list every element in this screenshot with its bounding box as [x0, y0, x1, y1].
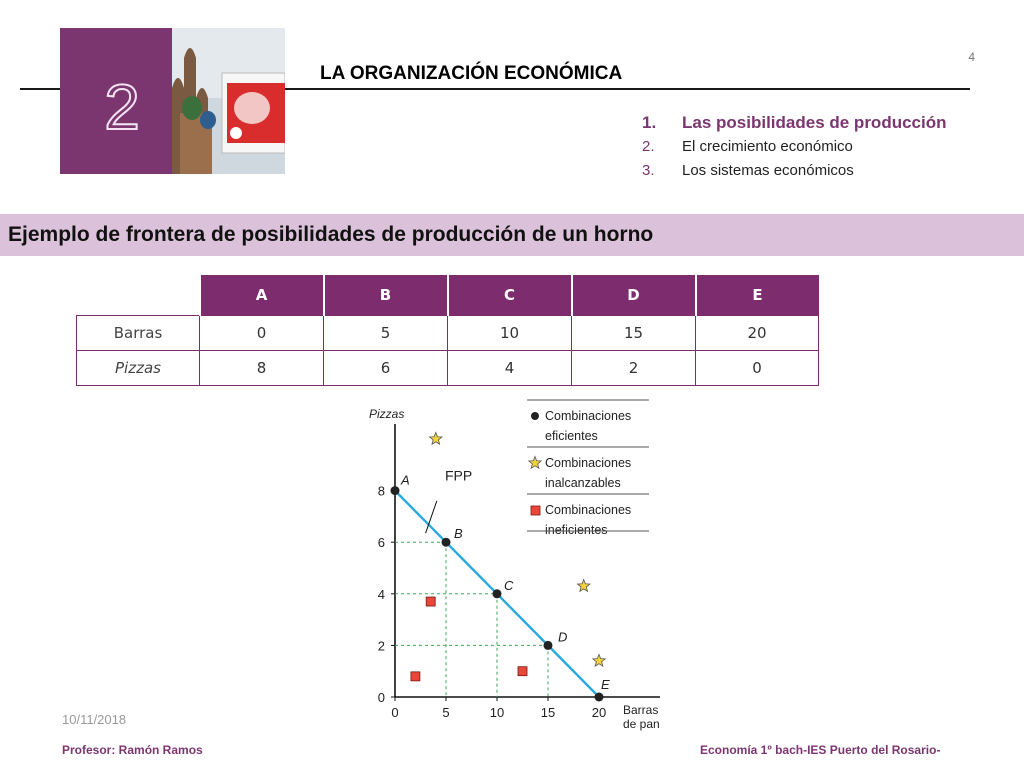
chapter-photo: [172, 28, 285, 174]
table-header-cell: A: [200, 275, 324, 316]
legend-label: inalcanzables: [545, 476, 621, 490]
footer-course: Economía 1º bach-IES Puerto del Rosario-: [700, 743, 941, 757]
production-table: [76, 275, 819, 386]
table-cell: 10: [448, 316, 572, 351]
ppf-chart: [355, 392, 675, 737]
table-cell: 0: [200, 316, 324, 351]
frontier-point-label: D: [558, 629, 568, 645]
x-tick-label: 20: [591, 705, 607, 720]
table-header-blank: [77, 275, 200, 316]
toc-item-1: [642, 111, 947, 135]
toc-item-3: [642, 159, 947, 183]
unattainable-point: [578, 580, 590, 592]
frontier-point: [544, 641, 553, 650]
x-tick-label: 10: [489, 705, 505, 720]
x-tick-label: 15: [540, 705, 556, 720]
table-header-cell: E: [696, 275, 819, 316]
toc-item-number: 1.: [642, 113, 657, 132]
table-cell: 6: [324, 351, 448, 386]
x-tick-label: 0: [391, 705, 399, 720]
y-axis-label: Pizzas: [369, 407, 405, 421]
legend-label: Combinaciones: [545, 409, 632, 423]
slide-number: 4: [968, 50, 975, 64]
inefficient-point: [518, 667, 527, 676]
table-row-label: Barras: [77, 316, 200, 351]
toc-item-number: 3.: [642, 162, 655, 179]
inefficient-point: [426, 597, 435, 606]
y-tick-label: 2: [377, 638, 385, 654]
legend-square-marker: [531, 506, 540, 515]
legend-label: ineficientes: [545, 523, 608, 537]
frontier-point-label: B: [454, 526, 463, 542]
legend-dot-marker: [531, 412, 539, 420]
y-tick-label: 0: [377, 690, 385, 705]
chapter-number: 2: [104, 71, 140, 143]
x-axis-label: de pan: [623, 717, 660, 731]
fpp-label: FPP: [444, 467, 473, 484]
table-cell: 5: [324, 316, 448, 351]
frontier-point: [442, 538, 451, 547]
toc-item-label: Los sistemas económicos: [682, 162, 854, 179]
table-header-cell: D: [572, 275, 696, 316]
frontier-point-label: E: [601, 677, 610, 692]
table-row: [77, 351, 819, 386]
toc-item-label: El crecimiento económico: [682, 138, 853, 155]
table-cell: 8: [200, 351, 324, 386]
slide-banner-title: Ejemplo de frontera de posibilidades de producción de un horno: [8, 223, 654, 246]
table-row: [77, 316, 819, 351]
table-cell: 20: [696, 316, 819, 351]
frontier-point: [391, 486, 400, 495]
unattainable-point: [593, 654, 605, 666]
section-title: LA ORGANIZACIÓN ECONÓMICA: [320, 63, 623, 84]
unattainable-point: [430, 433, 442, 445]
table-of-contents: [642, 111, 947, 183]
toc-item-label: Las posibilidades de producción: [682, 113, 947, 132]
table-row-label: Pizzas: [77, 351, 200, 386]
table-cell: 2: [572, 351, 696, 386]
table-cell: 4: [448, 351, 572, 386]
legend-label: eficientes: [545, 429, 598, 443]
y-tick-label: 6: [377, 535, 385, 551]
inefficient-point: [411, 672, 420, 681]
table-cell: 15: [572, 316, 696, 351]
frontier-point: [493, 589, 502, 598]
slide-date: 10/11/2018: [62, 712, 127, 727]
frontier-point-label: C: [504, 577, 514, 593]
y-tick-label: 8: [377, 483, 385, 499]
legend-label: Combinaciones: [545, 503, 632, 517]
table-header-cell: B: [324, 275, 448, 316]
x-axis-label: Barras: [623, 703, 659, 717]
table-cell: 0: [696, 351, 819, 386]
toc-item-number: 2.: [642, 138, 655, 155]
frontier-point: [595, 693, 604, 702]
legend-star-marker: [529, 457, 541, 469]
table-header-cell: C: [448, 275, 572, 316]
legend-label: Combinaciones: [545, 456, 632, 470]
frontier-point-label: A: [401, 472, 410, 488]
toc-item-2: [642, 135, 947, 159]
footer-author: Profesor: Ramón Ramos: [62, 743, 203, 757]
y-tick-label: 4: [377, 586, 385, 602]
x-tick-label: 5: [442, 705, 450, 720]
table-header-row: [77, 275, 819, 316]
